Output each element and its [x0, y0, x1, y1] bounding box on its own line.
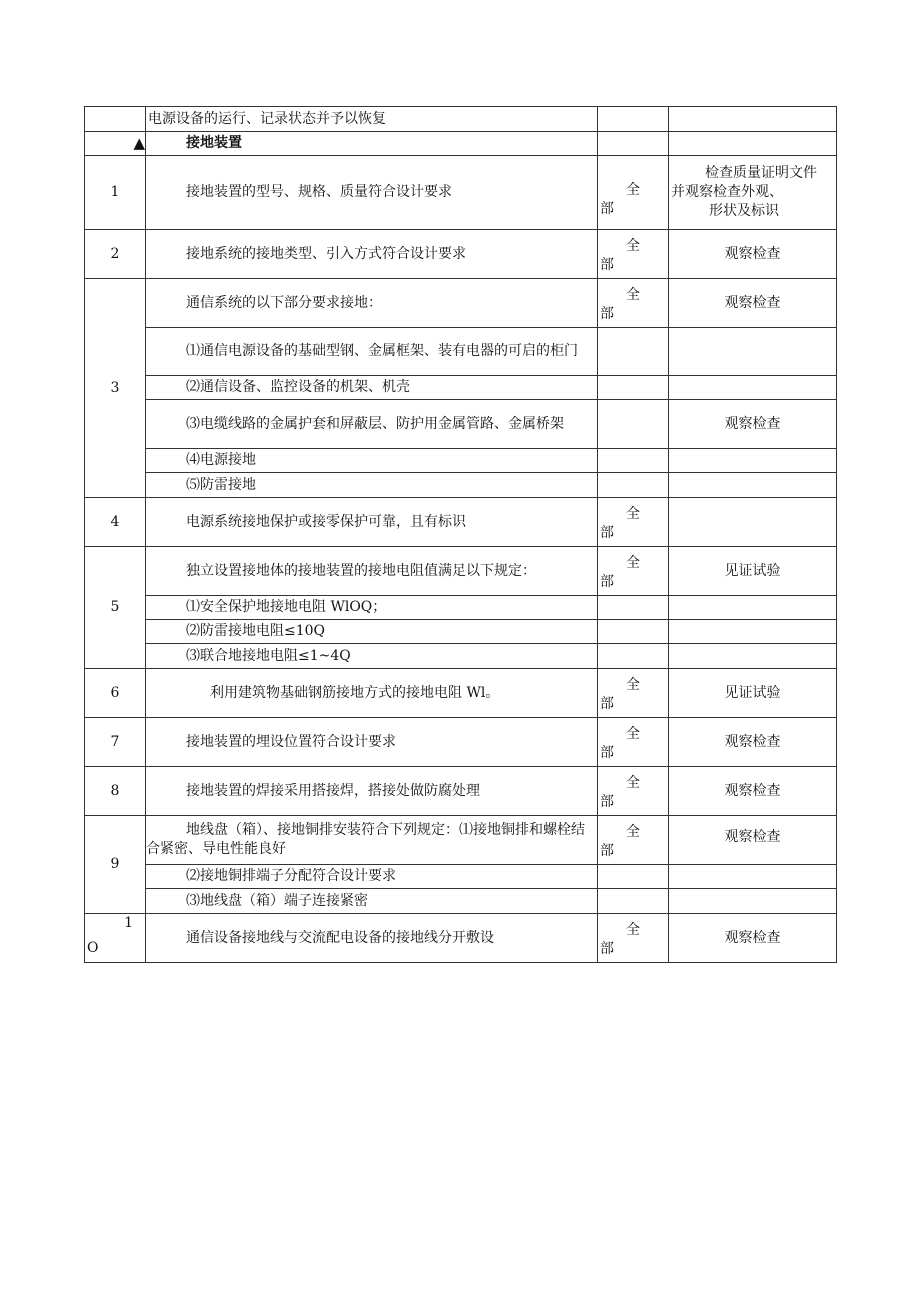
item-text: 利用建筑物基础钢筋接地方式的接地电阻 Wl。	[210, 684, 500, 701]
scope-cell	[598, 596, 669, 620]
scope-cell	[598, 400, 669, 449]
item-text: 接地装置的型号、规格、质量符合设计要求	[186, 184, 452, 200]
method-cell: 观察检查	[669, 718, 837, 767]
table-row	[85, 328, 837, 376]
item-text: 电源设备的运行、记录状态并予以恢复	[148, 110, 386, 127]
table-row	[85, 767, 837, 816]
item-cell	[146, 498, 598, 547]
table-row	[85, 449, 837, 473]
item-cell	[146, 620, 598, 644]
scope-cell	[598, 132, 669, 156]
no-cell-split: 1 O	[87, 915, 133, 956]
scope-cell: 全 部	[598, 498, 669, 547]
item-cell	[146, 400, 598, 449]
no-cell: 1	[85, 156, 146, 230]
method-cell: 检查质量证明文件 并观察检查外观、 形状及标识	[669, 156, 837, 230]
scope-cell: 全 部	[598, 914, 669, 963]
scope-cell	[598, 376, 669, 400]
item-cell	[146, 376, 598, 400]
method-cell	[669, 644, 837, 669]
method-cell: 见证试验	[669, 669, 837, 718]
method-cell: 观察检查	[669, 816, 837, 865]
section-title: 接地装置	[186, 135, 242, 151]
item-cell	[146, 889, 598, 914]
table-row	[85, 889, 837, 914]
item-cell	[146, 596, 598, 620]
table-row	[85, 718, 837, 767]
scope-cell: 全 部	[598, 279, 669, 328]
method-cell: 见证试验	[669, 547, 837, 596]
item-cell	[146, 328, 598, 376]
scope-cell: 全 部	[598, 156, 669, 230]
item-cell	[146, 449, 598, 473]
item-cell	[146, 156, 598, 230]
item-cell	[146, 107, 598, 132]
item-text: ⑶电缆线路的金属护套和屏蔽层、防护用金属管路、金属桥架	[186, 415, 564, 432]
item-cell	[146, 547, 598, 596]
scope-cell	[598, 328, 669, 376]
item-text: 通信系统的以下部分要求接地：	[186, 294, 382, 311]
item-text: 电源系统接地保护或接零保护可靠，且有标识	[186, 513, 466, 530]
method-cell	[669, 132, 837, 156]
scope-cell: 全 部	[598, 767, 669, 816]
no-cell: 6	[85, 669, 146, 718]
item-text: ⑵通信设备、监控设备的机架、机壳	[186, 379, 410, 395]
table-row	[85, 914, 837, 963]
item-cell	[146, 718, 598, 767]
scope-cell	[598, 865, 669, 889]
no-cell: 8	[85, 767, 146, 816]
table-row	[85, 620, 837, 644]
scope-cell	[598, 644, 669, 669]
method-cell: 观察检查	[669, 914, 837, 963]
item-cell	[146, 473, 598, 498]
item-text: 接地系统的接地类型、引入方式符合设计要求	[186, 245, 466, 262]
no-cell: 5	[85, 547, 146, 669]
table-row	[85, 596, 837, 620]
item-cell	[146, 279, 598, 328]
item-text: ⑴安全保护地接地电阻 WlOQ；	[186, 599, 387, 615]
scope-cell	[598, 889, 669, 914]
method-cell: 观察检查	[669, 279, 837, 328]
method-cell	[669, 596, 837, 620]
method-cell	[669, 328, 837, 376]
method-cell	[669, 107, 837, 132]
item-cell	[146, 767, 598, 816]
scope-cell: 全 部	[598, 547, 669, 596]
no-cell: 9	[85, 816, 146, 914]
method-cell	[669, 498, 837, 547]
item-text: ⑸防雷接地	[186, 476, 256, 493]
item-text: ⑶地线盘（箱）端子连接紧密	[186, 892, 368, 909]
item-text: 接地装置的埋设位置符合设计要求	[186, 733, 396, 750]
method-cell: 观察检查	[669, 767, 837, 816]
scope-cell	[598, 449, 669, 473]
method-cell	[669, 376, 837, 400]
table-row	[85, 816, 837, 865]
item-text: 接地装置的焊接采用搭接焊，搭接处做防腐处理	[186, 782, 480, 799]
item-cell	[146, 816, 598, 865]
item-cell	[146, 669, 598, 718]
no-cell: 3	[85, 279, 146, 498]
item-text: ⑷电源接地	[186, 452, 256, 468]
method-cell	[669, 449, 837, 473]
table-row	[85, 865, 837, 889]
table-row	[85, 644, 837, 669]
scope-cell	[598, 620, 669, 644]
item-cell	[146, 865, 598, 889]
table-row	[85, 107, 837, 132]
scope-cell: 全 部	[598, 718, 669, 767]
method-cell	[669, 865, 837, 889]
table-row	[85, 230, 837, 279]
scope-cell	[598, 473, 669, 498]
method-cell	[669, 889, 837, 914]
item-text: ⑴通信电源设备的基础型钢、金属框架、装有电器的可启的柜门	[186, 343, 578, 359]
no-cell: 2	[85, 230, 146, 279]
table-row	[85, 498, 837, 547]
no-cell: 4	[85, 498, 146, 547]
inspection-table	[84, 106, 837, 963]
scope-cell: 全 部	[598, 230, 669, 279]
item-cell	[146, 914, 598, 963]
item-text: 通信设备接地线与交流配电设备的接地线分开敷设	[186, 929, 494, 946]
item-text: ⑶联合地接地电阻≤1~4Q	[186, 647, 351, 664]
table-row	[85, 279, 837, 328]
scope-cell: 全 部	[598, 816, 669, 865]
table-row	[85, 669, 837, 718]
method-cell	[669, 473, 837, 498]
method-cell: 观察检查	[669, 400, 837, 449]
item-text: 地线盘（箱）、接地铜排安装符合下列规定：⑴接地铜排和螺栓结合紧密、导电性能良好	[146, 822, 585, 857]
no-cell	[85, 107, 146, 132]
table-row	[85, 156, 837, 230]
item-text: ⑵防雷接地电阻≤10Q	[186, 623, 326, 639]
scope-cell: 全 部	[598, 669, 669, 718]
no-cell	[85, 914, 146, 963]
section-marker: ▲	[85, 132, 146, 156]
method-cell	[669, 620, 837, 644]
no-cell: 7	[85, 718, 146, 767]
section-row	[85, 132, 837, 156]
item-text: ⑵接地铜排端子分配符合设计要求	[186, 868, 396, 884]
method-cell: 观察检查	[669, 230, 837, 279]
item-cell	[146, 644, 598, 669]
item-cell	[146, 230, 598, 279]
item-text: 独立设置接地体的接地装置的接地电阻值满足以下规定：	[186, 562, 536, 579]
table-row	[85, 547, 837, 596]
table-row	[85, 376, 837, 400]
table-row	[85, 473, 837, 498]
scope-cell	[598, 107, 669, 132]
table-row	[85, 400, 837, 449]
section-title-cell	[146, 132, 598, 156]
